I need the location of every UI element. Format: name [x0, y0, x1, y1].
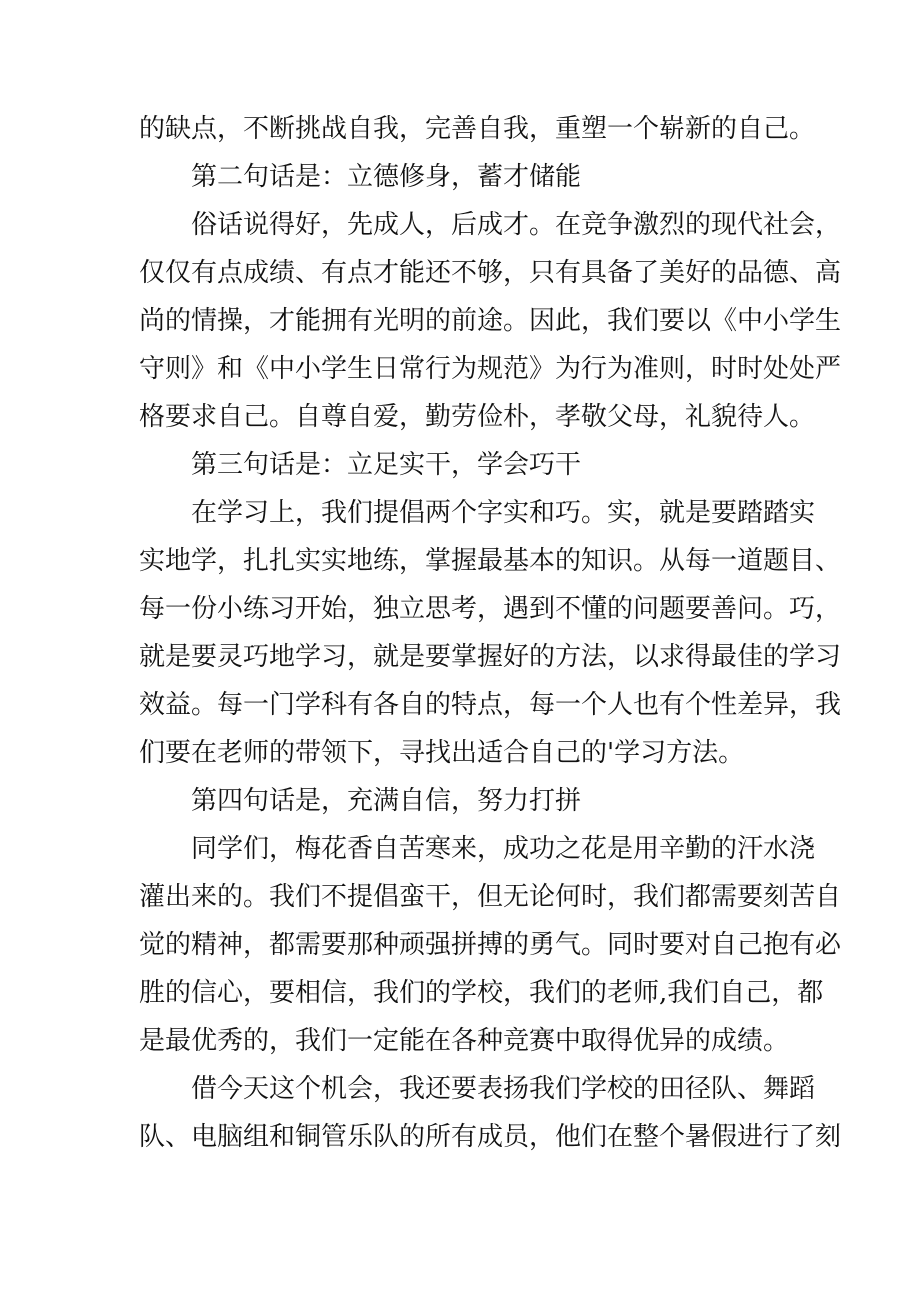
text-line: 借今天这个机会，我还要表扬我们学校的田径队、舞蹈 — [191, 1074, 816, 1104]
section-heading: 第二句话是：立德修身，蓄才储能 — [191, 162, 582, 192]
text-line: 俗话说得好，先成人，后成才。在竞争激烈的现代社会， — [191, 210, 842, 240]
text-line: 仅仅有点成绩、有点才能还不够，只有具备了美好的品德、高 — [139, 258, 842, 288]
text-line: 效益。每一门学科有各自的特点，每一个人也有个性差异，我 — [139, 690, 842, 720]
text-line: 同学们，梅花香自苦寒来，成功之花是用辛勤的汗水浇 — [191, 834, 816, 864]
text-line: 格要求自己。自尊自爱，勤劳俭朴，孝敬父母，礼貌待人。 — [139, 402, 816, 432]
text-line: 在学习上，我们提倡两个字实和巧。实，就是要踏踏实 — [191, 498, 816, 528]
text-line: 守则》和《中小学生日常行为规范》为行为准则，时时处处严 — [139, 354, 842, 384]
text-line: 们要在老师的带领下，寻找出适合自己的'学习方法。 — [139, 738, 745, 768]
text-line: 每一份小练习开始，独立思考，遇到不懂的问题要善问。巧， — [139, 594, 842, 624]
text-line: 灌出来的。我们不提倡蛮干，但无论何时，我们都需要刻苦自 — [139, 882, 842, 912]
text-line: 队、电脑组和铜管乐队的所有成员，他们在整个暑假进行了刻 — [139, 1122, 842, 1152]
text-line: 尚的情操，才能拥有光明的前途。因此，我们要以《中小学生 — [139, 306, 842, 336]
section-heading: 第四句话是，充满自信，努力打拼 — [191, 786, 582, 816]
text-line: 的缺点，不断挑战自我，完善自我，重塑一个崭新的自己。 — [139, 114, 816, 144]
text-line: 实地学，扎扎实实地练，掌握最基本的知识。从每一道题目、 — [139, 546, 842, 576]
text-line: 胜的信心，要相信，我们的学校，我们的老师,我们自己，都 — [139, 978, 824, 1008]
document-body — [139, 105, 842, 1161]
text-line: 就是要灵巧地学习，就是要掌握好的方法，以求得最佳的学习 — [139, 642, 842, 672]
section-heading: 第三句话是：立足实干，学会巧干 — [191, 450, 582, 480]
text-line: 觉的精神，都需要那种顽强拼搏的勇气。同时要对自己抱有必 — [139, 930, 842, 960]
text-line: 是最优秀的，我们一定能在各种竞赛中取得优异的成绩。 — [139, 1026, 790, 1056]
